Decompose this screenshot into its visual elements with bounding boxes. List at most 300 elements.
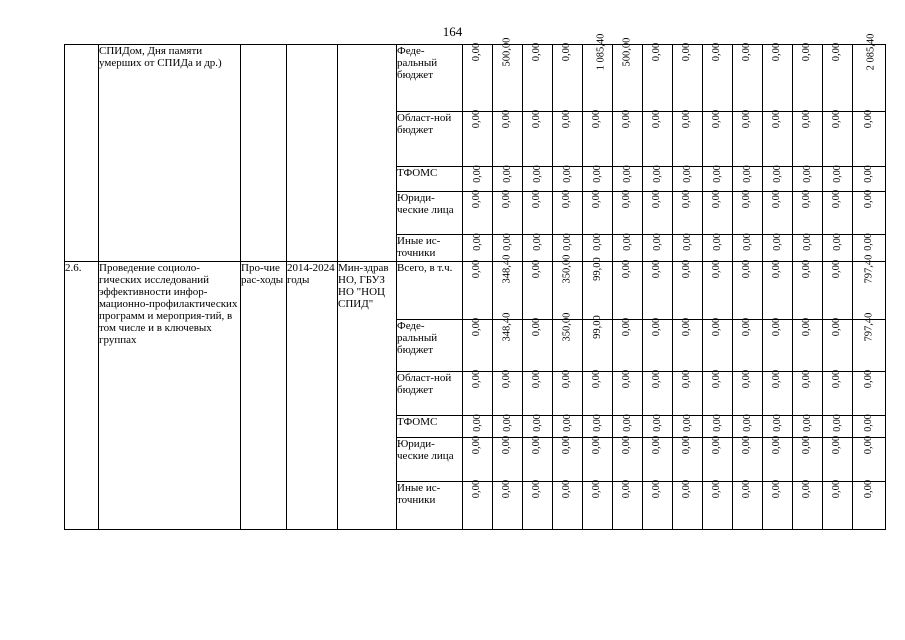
table-body xyxy=(65,33,886,530)
value-cell xyxy=(613,167,643,192)
value-text: 0,00 xyxy=(651,165,663,183)
value-cell xyxy=(853,416,886,438)
value-cell xyxy=(823,167,853,192)
value-text: 0,00 xyxy=(831,479,843,499)
value-text: 0,00 xyxy=(651,42,663,62)
funding-source-cell: Юриди-ческие лица xyxy=(397,192,463,235)
value-text: 0,00 xyxy=(771,435,783,455)
value-cell xyxy=(763,435,793,482)
value-text: 0,00 xyxy=(621,259,633,279)
value-cell xyxy=(763,369,793,416)
value-text: 0,00 xyxy=(471,317,483,337)
value-text: 0,00 xyxy=(681,259,693,279)
value-cell xyxy=(673,109,703,167)
value-cell xyxy=(583,416,613,438)
value-cell xyxy=(853,479,886,530)
value-text: 0,00 xyxy=(471,479,483,499)
value-text: 0,00 xyxy=(531,109,543,129)
value-text: 0,00 xyxy=(771,165,783,183)
value-cell xyxy=(553,109,583,167)
value-cell xyxy=(463,479,493,530)
value-text: 0,00 xyxy=(801,42,813,62)
value-text: 0,00 xyxy=(561,165,573,183)
value-cell xyxy=(793,317,823,372)
value-text: 0,00 xyxy=(501,189,513,209)
value-cell xyxy=(583,315,613,372)
value-cell xyxy=(523,317,553,372)
value-text: 0,00 xyxy=(801,259,813,279)
value-cell xyxy=(763,109,793,167)
value-cell xyxy=(643,317,673,372)
value-text: 0,00 xyxy=(681,435,693,455)
value-cell xyxy=(463,109,493,167)
funding-source-cell: Феде-ральный бюджет xyxy=(397,320,463,372)
value-text: 0,00 xyxy=(501,165,513,183)
value-cell xyxy=(523,42,553,112)
budget-table xyxy=(64,33,886,530)
value-cell xyxy=(673,317,703,372)
value-cell xyxy=(793,189,823,235)
value-text: 0,00 xyxy=(621,165,633,183)
value-text: 0,00 xyxy=(741,109,753,129)
value-text: 0,00 xyxy=(531,317,543,337)
value-text: 0,00 xyxy=(741,165,753,183)
value-text: 0,00 xyxy=(681,479,693,499)
value-text: 0,00 xyxy=(471,435,483,455)
value-cell xyxy=(733,479,763,530)
value-text: 0,00 xyxy=(651,189,663,209)
value-cell xyxy=(673,235,703,262)
value-text: 0,00 xyxy=(471,165,483,183)
value-cell xyxy=(493,369,523,416)
value-text: 0,00 xyxy=(681,369,693,389)
value-cell xyxy=(673,167,703,192)
value-text: 0,00 xyxy=(831,317,843,337)
value-text: 0,00 xyxy=(591,109,603,129)
value-text: 0,00 xyxy=(471,369,483,389)
value-text: 0,00 xyxy=(681,109,693,129)
value-text: 0,00 xyxy=(831,189,843,209)
value-text: 0,00 xyxy=(801,233,813,251)
value-text: 0,00 xyxy=(651,414,663,432)
item-number-cell xyxy=(65,45,99,262)
value-text: 0,00 xyxy=(561,189,573,209)
value-cell xyxy=(463,435,493,482)
value-text: 0,00 xyxy=(771,369,783,389)
value-cell xyxy=(493,254,523,320)
value-text: 0,00 xyxy=(741,42,753,62)
value-cell xyxy=(823,479,853,530)
value-cell xyxy=(523,189,553,235)
value-cell xyxy=(823,42,853,112)
value-text: 0,00 xyxy=(831,259,843,279)
value-text: 0,00 xyxy=(831,109,843,129)
value-text: 0,00 xyxy=(501,435,513,455)
value-cell xyxy=(553,479,583,530)
value-cell xyxy=(763,189,793,235)
value-cell xyxy=(703,435,733,482)
value-text: 0,00 xyxy=(501,479,513,499)
value-text: 99,00 xyxy=(591,257,603,281)
value-text: 0,00 xyxy=(561,42,573,62)
value-cell xyxy=(493,312,523,372)
period-cell: 2014-2024 годы xyxy=(287,262,338,530)
value-text: 0,00 xyxy=(801,189,813,209)
value-text: 0,00 xyxy=(621,317,633,337)
value-cell xyxy=(613,416,643,438)
value-cell xyxy=(643,109,673,167)
value-text: 0,00 xyxy=(471,42,483,62)
value-cell xyxy=(523,167,553,192)
value-text: 0,00 xyxy=(621,414,633,432)
value-text: 0,00 xyxy=(651,479,663,499)
value-text: 0,00 xyxy=(741,233,753,251)
value-text: 0,00 xyxy=(801,317,813,337)
value-text: 0,00 xyxy=(561,369,573,389)
expense-type-cell: Про-чие рас-ходы xyxy=(241,262,287,530)
table-row xyxy=(65,45,886,112)
value-text: 0,00 xyxy=(591,435,603,455)
value-text: 0,00 xyxy=(471,189,483,209)
value-cell xyxy=(733,435,763,482)
value-text: 0,00 xyxy=(711,189,723,209)
value-text: 0,00 xyxy=(651,317,663,337)
value-text: 0,00 xyxy=(591,414,603,432)
value-cell xyxy=(823,235,853,262)
value-text: 0,00 xyxy=(741,189,753,209)
value-cell xyxy=(583,109,613,167)
value-text: 0,00 xyxy=(741,435,753,455)
value-text: 2 085,40 xyxy=(865,33,877,71)
item-description-cell: СПИДом, Дня памяти умерших от СПИДа и др.) xyxy=(99,45,241,262)
value-text: 0,00 xyxy=(863,435,874,455)
funding-source-cell: Юриди-ческие лица xyxy=(397,438,463,482)
value-text: 0,00 xyxy=(771,259,783,279)
value-cell xyxy=(733,416,763,438)
value-cell xyxy=(793,235,823,262)
value-text: 0,00 xyxy=(771,42,783,62)
value-cell xyxy=(673,189,703,235)
item-description-cell: Проведение социоло-гических исследований эффективности инфор-мационно-профилактических программ и мероприя-тий, в том числе и в ключевых группах xyxy=(99,262,241,530)
funding-source-cell: Иные ис-точники xyxy=(397,235,463,262)
value-cell xyxy=(673,435,703,482)
value-cell xyxy=(583,479,613,530)
value-text: 797,40 xyxy=(863,254,874,284)
value-cell xyxy=(703,259,733,320)
value-cell xyxy=(733,189,763,235)
value-cell xyxy=(493,479,523,530)
value-cell xyxy=(523,259,553,320)
value-cell xyxy=(643,479,673,530)
value-text: 348,40 xyxy=(501,254,513,284)
value-cell xyxy=(793,42,823,112)
value-text: 0,00 xyxy=(711,233,723,251)
value-text: 1 085,40 xyxy=(595,33,607,71)
value-text: 0,00 xyxy=(531,479,543,499)
value-text: 0,00 xyxy=(621,109,633,129)
value-cell xyxy=(763,416,793,438)
value-cell xyxy=(583,435,613,482)
page-number: 164 xyxy=(442,24,463,39)
value-cell xyxy=(583,257,613,320)
value-text: 0,00 xyxy=(771,414,783,432)
value-text: 0,00 xyxy=(741,414,753,432)
value-cell xyxy=(823,435,853,482)
value-text: 0,00 xyxy=(711,479,723,499)
value-cell xyxy=(763,317,793,372)
value-cell xyxy=(463,317,493,372)
value-cell xyxy=(553,254,583,320)
value-text: 0,00 xyxy=(681,189,693,209)
value-cell xyxy=(643,235,673,262)
funding-source-cell: Всего, в т.ч. xyxy=(397,262,463,320)
value-cell xyxy=(613,259,643,320)
value-cell xyxy=(703,479,733,530)
funding-source-cell: Феде-ральный бюджет xyxy=(397,45,463,112)
value-text: 0,00 xyxy=(561,479,573,499)
value-cell xyxy=(553,189,583,235)
value-cell xyxy=(703,416,733,438)
value-text: 0,00 xyxy=(561,414,573,432)
value-cell xyxy=(703,42,733,112)
value-text: 0,00 xyxy=(863,414,874,432)
value-text: 0,00 xyxy=(471,259,483,279)
value-text: 0,00 xyxy=(863,189,874,209)
value-cell xyxy=(613,109,643,167)
value-text: 0,00 xyxy=(471,233,483,251)
value-text: 0,00 xyxy=(591,479,603,499)
value-cell xyxy=(583,167,613,192)
value-text: 0,00 xyxy=(681,42,693,62)
value-cell xyxy=(553,42,583,112)
value-text: 0,00 xyxy=(531,189,543,209)
value-cell xyxy=(673,369,703,416)
value-text: 0,00 xyxy=(621,233,633,251)
value-text: 348,40 xyxy=(501,312,513,342)
value-cell xyxy=(583,189,613,235)
value-cell xyxy=(463,235,493,262)
value-cell xyxy=(643,42,673,112)
value-text: 0,00 xyxy=(741,369,753,389)
value-text: 0,00 xyxy=(531,42,543,62)
value-cell xyxy=(823,317,853,372)
value-text: 0,00 xyxy=(621,369,633,389)
value-text: 350,00 xyxy=(561,254,573,284)
value-cell xyxy=(673,479,703,530)
value-cell xyxy=(643,259,673,320)
value-text: 0,00 xyxy=(531,165,543,183)
value-cell xyxy=(763,167,793,192)
value-text: 0,00 xyxy=(831,42,843,62)
value-text: 0,00 xyxy=(771,189,783,209)
value-cell xyxy=(493,109,523,167)
value-cell xyxy=(823,259,853,320)
value-text: 0,00 xyxy=(771,233,783,251)
value-cell xyxy=(463,167,493,192)
funding-source-cell: Иные ис-точники xyxy=(397,482,463,530)
value-cell xyxy=(793,416,823,438)
value-text: 0,00 xyxy=(801,165,813,183)
value-cell xyxy=(553,435,583,482)
value-cell xyxy=(553,312,583,372)
value-cell xyxy=(703,189,733,235)
value-cell xyxy=(733,167,763,192)
value-text: 0,00 xyxy=(681,165,693,183)
value-text: 0,00 xyxy=(621,435,633,455)
value-cell xyxy=(703,109,733,167)
value-cell xyxy=(793,167,823,192)
value-cell xyxy=(673,42,703,112)
value-text: 0,00 xyxy=(863,233,874,251)
value-cell xyxy=(463,259,493,320)
value-text: 0,00 xyxy=(711,317,723,337)
value-text: 0,00 xyxy=(531,414,543,432)
value-cell xyxy=(493,167,523,192)
value-cell xyxy=(493,189,523,235)
value-cell xyxy=(643,416,673,438)
value-text: 0,00 xyxy=(501,414,513,432)
value-text: 0,00 xyxy=(711,414,723,432)
value-cell xyxy=(583,33,613,112)
value-text: 500,00 xyxy=(501,37,513,67)
executor-cell: Мин-здрав НО, ГБУЗ НО "НОЦ СПИД" xyxy=(338,262,397,530)
value-cell xyxy=(853,33,886,112)
value-text: 0,00 xyxy=(561,435,573,455)
value-cell xyxy=(733,42,763,112)
value-text: 0,00 xyxy=(591,233,603,251)
value-text: 0,00 xyxy=(651,369,663,389)
value-text: 350,00 xyxy=(561,312,573,342)
value-cell xyxy=(553,416,583,438)
value-cell xyxy=(823,416,853,438)
value-cell xyxy=(523,416,553,438)
value-text: 0,00 xyxy=(711,435,723,455)
value-cell xyxy=(553,167,583,192)
value-cell xyxy=(613,317,643,372)
funding-source-cell: Област-ной бюджет xyxy=(397,112,463,167)
value-text: 0,00 xyxy=(831,369,843,389)
value-cell xyxy=(493,416,523,438)
value-text: 0,00 xyxy=(561,109,573,129)
value-text: 0,00 xyxy=(711,259,723,279)
value-text: 0,00 xyxy=(681,317,693,337)
value-text: 0,00 xyxy=(531,435,543,455)
value-cell xyxy=(523,479,553,530)
value-text: 500,00 xyxy=(621,37,633,67)
value-text: 0,00 xyxy=(771,479,783,499)
value-cell xyxy=(493,37,523,112)
value-text: 0,00 xyxy=(651,435,663,455)
value-cell xyxy=(823,189,853,235)
value-text: 0,00 xyxy=(863,109,874,129)
value-cell xyxy=(463,189,493,235)
value-cell xyxy=(583,369,613,416)
value-cell xyxy=(553,369,583,416)
value-text: 0,00 xyxy=(501,369,513,389)
value-cell xyxy=(733,235,763,262)
value-text: 0,00 xyxy=(741,479,753,499)
value-text: 0,00 xyxy=(831,435,843,455)
value-text: 0,00 xyxy=(621,479,633,499)
value-cell xyxy=(613,479,643,530)
value-text: 0,00 xyxy=(681,414,693,432)
value-text: 0,00 xyxy=(711,369,723,389)
value-cell xyxy=(613,189,643,235)
value-cell xyxy=(853,312,886,372)
value-cell xyxy=(703,235,733,262)
funding-source-cell: ТФОМС xyxy=(397,167,463,192)
value-cell xyxy=(643,369,673,416)
value-cell xyxy=(613,369,643,416)
value-cell xyxy=(763,479,793,530)
value-cell xyxy=(793,259,823,320)
value-cell xyxy=(613,37,643,112)
value-text: 0,00 xyxy=(863,479,874,499)
value-cell xyxy=(613,435,643,482)
value-cell xyxy=(673,259,703,320)
value-text: 0,00 xyxy=(831,233,843,251)
value-text: 0,00 xyxy=(471,414,483,432)
value-cell xyxy=(733,109,763,167)
value-text: 0,00 xyxy=(651,233,663,251)
value-cell xyxy=(493,435,523,482)
value-text: 0,00 xyxy=(801,435,813,455)
funding-source-cell: ТФОМС xyxy=(397,416,463,438)
value-text: 0,00 xyxy=(681,233,693,251)
value-cell xyxy=(463,42,493,112)
value-text: 0,00 xyxy=(531,233,543,251)
period-cell xyxy=(287,45,338,262)
value-cell xyxy=(523,109,553,167)
value-cell xyxy=(733,369,763,416)
funding-source-cell: Област-ной бюджет xyxy=(397,372,463,416)
value-text: 0,00 xyxy=(651,259,663,279)
value-cell xyxy=(733,259,763,320)
value-text: 0,00 xyxy=(711,165,723,183)
value-cell xyxy=(733,317,763,372)
value-text: 0,00 xyxy=(831,414,843,432)
value-text: 0,00 xyxy=(651,109,663,129)
value-cell xyxy=(673,416,703,438)
value-text: 0,00 xyxy=(711,42,723,62)
value-text: 0,00 xyxy=(621,189,633,209)
value-cell xyxy=(853,189,886,235)
value-text: 0,00 xyxy=(591,369,603,389)
value-text: 0,00 xyxy=(501,233,513,251)
value-text: 0,00 xyxy=(771,109,783,129)
value-cell xyxy=(523,369,553,416)
value-cell xyxy=(703,167,733,192)
value-cell xyxy=(793,109,823,167)
value-cell xyxy=(763,259,793,320)
value-cell xyxy=(523,435,553,482)
value-cell xyxy=(823,109,853,167)
value-cell xyxy=(793,479,823,530)
value-text: 0,00 xyxy=(531,369,543,389)
value-cell xyxy=(853,109,886,167)
value-text: 0,00 xyxy=(711,109,723,129)
value-cell xyxy=(853,369,886,416)
expense-type-cell xyxy=(241,45,287,262)
value-text: 0,00 xyxy=(741,317,753,337)
value-text: 0,00 xyxy=(863,369,874,389)
value-cell xyxy=(853,254,886,320)
value-cell xyxy=(793,435,823,482)
value-cell xyxy=(703,369,733,416)
value-text: 0,00 xyxy=(501,109,513,129)
value-cell xyxy=(643,189,673,235)
value-text: 0,00 xyxy=(561,233,573,251)
